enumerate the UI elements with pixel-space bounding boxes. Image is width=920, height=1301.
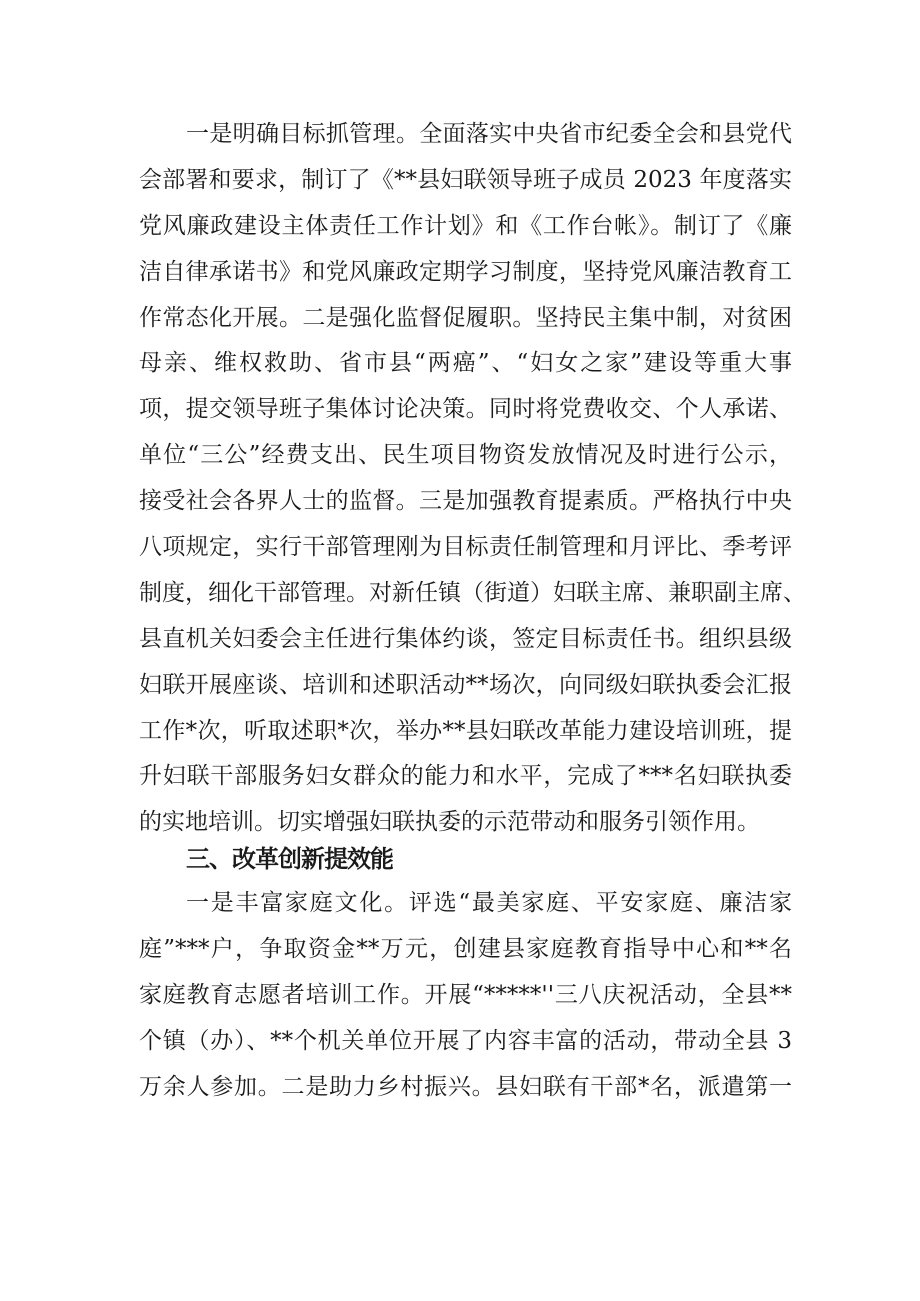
text-line: 工作*次，听取述职*次，举办**县妇联改革能力建设培训班，提: [139, 717, 792, 744]
text-line: 单位“三公”经费支出、民生项目物资发放情况及时进行公示，: [139, 442, 792, 469]
text-line: 制度，细化干部管理。对新任镇（街道）妇联主席、兼职副主席、: [139, 579, 806, 606]
text-line: 庭”***户，争取资金**万元，创建县家庭教育指导中心和**名: [139, 936, 792, 963]
text-line: 升妇联干部服务妇女群众的能力和水平，完成了***名妇联执委: [139, 763, 792, 790]
text-line: 项，提交领导班子集体讨论决策。同时将党费收交、个人承诺、: [139, 396, 792, 423]
text-line: 党风廉政建设主体责任工作计划》和《工作台帐》。制订了《廉: [139, 212, 792, 239]
text-line: 万余人参加。二是助力乡村振兴。县妇联有干部*名，派遣第一: [139, 1073, 792, 1100]
text-line: 县直机关妇委会主任进行集体约谈，签定目标责任书。组织县级: [139, 625, 792, 652]
document-page: [139, 112, 806, 1111]
paragraph-discipline: [139, 112, 806, 846]
text-line: 一是丰富家庭文化。评选“最美家庭、平安家庭、廉洁家: [186, 890, 792, 917]
text-line: 接受社会各界人士的监督。三是加强教育提素质。严格执行中央: [139, 488, 792, 515]
paragraph-innovation: [139, 881, 792, 1110]
text-line: 的实地培训。切实增强妇联执委的示范带动和服务引领作用。: [139, 809, 760, 836]
text-line: 母亲、维权救助、省市县“两癌”、“妇女之家”建设等重大事: [139, 350, 792, 377]
section-heading: 三、改革创新提效能: [186, 845, 393, 874]
text-line: 洁自律承诺书》和党风廉政定期学习制度，坚持党风廉洁教育工: [139, 258, 792, 285]
text-line: 妇联开展座谈、培训和述职活动**场次，向同级妇联执委会汇报: [139, 671, 792, 698]
text-line: 会部署和要求，制订了《**县妇联领导班子成员 2023 年度落实: [139, 166, 792, 193]
text-line: 一是明确目标抓管理。全面落实中央省市纪委全会和县党代: [186, 121, 792, 147]
text-line: 作常态化开展。二是强化监督促履职。坚持民主集中制，对贫困: [139, 304, 792, 331]
text-line: 个镇（办）、**个机关单位开展了内容丰富的活动，带动全县 3: [139, 1027, 792, 1054]
text-line: 八项规定，实行干部管理刚为目标责任制管理和月评比、季考评: [139, 534, 792, 561]
text-line: 家庭教育志愿者培训工作。开展“*****''三八庆祝活动，全县**: [139, 982, 792, 1009]
